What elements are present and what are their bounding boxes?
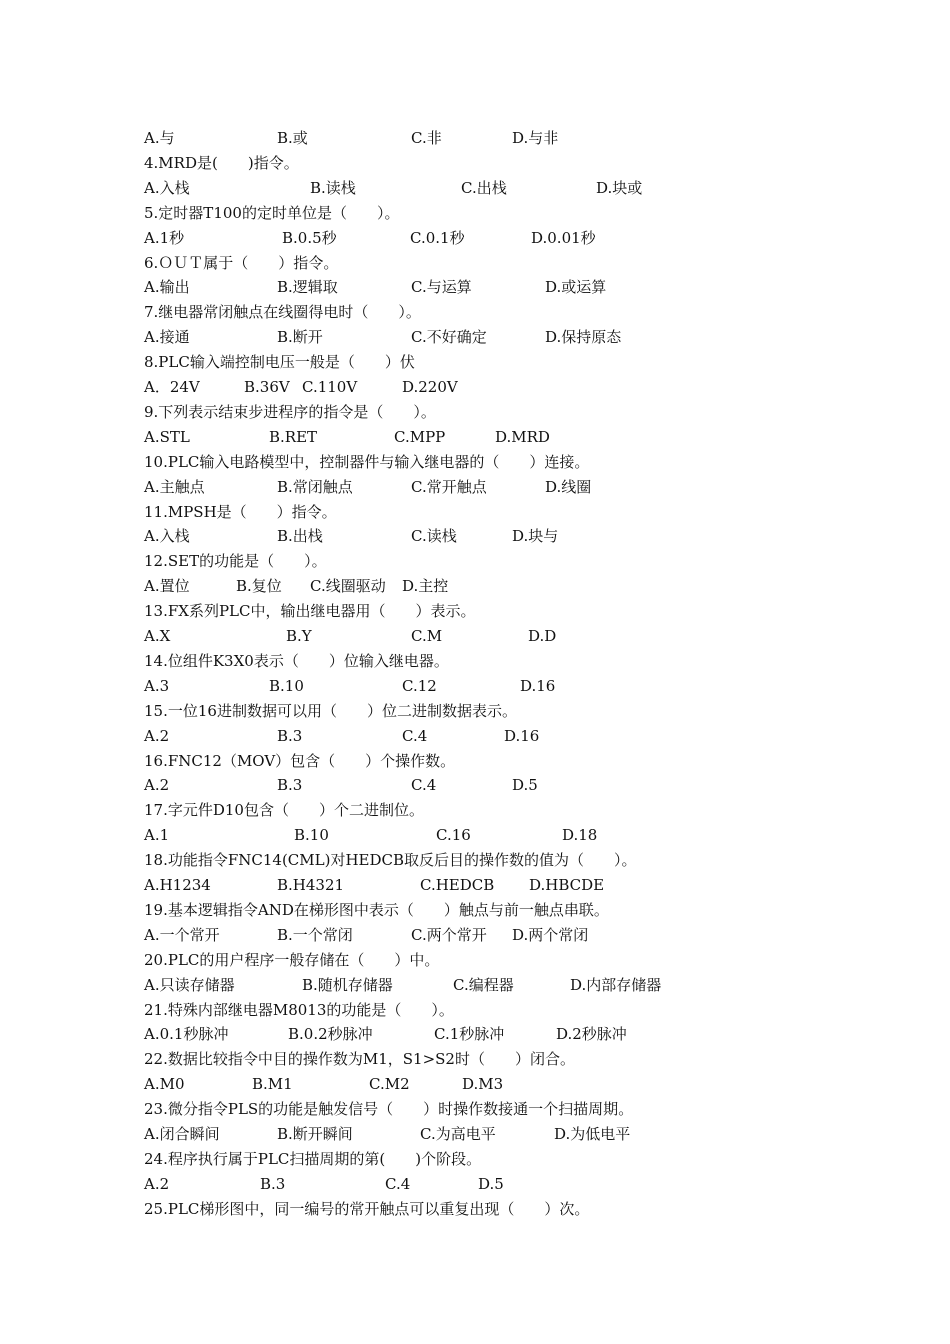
question-text: 11.MPSH是（ ）指令。 [144,502,337,521]
option-c: C.与运算 [411,278,472,297]
option-b: B.复位 [236,577,282,596]
question-text: 22.数据比较指令中目的操作数为M1，S1>S2时（ ）闭合。 [144,1050,575,1069]
option-b: B.36V [244,378,290,396]
question-text: 6.ＯＵＴ属于（ ）指令。 [144,253,339,272]
option-d: D.两个常闭 [512,925,589,944]
question-text: 7.继电器常闭触点在线圈得电时（ ）。 [144,303,421,322]
option-d: D.与非 [512,129,559,147]
option-b: B.M1 [252,1075,293,1094]
option-a: A.一个常开 [144,925,220,944]
option-b: B.读栈 [310,178,356,197]
option-a: A.置位 [144,577,190,596]
option-c: C.4 [411,776,437,795]
option-c: C.M [411,627,443,645]
question-text: 4.MRD是( )指令。 [144,153,299,172]
option-a: A.只读存储器 [144,975,235,994]
option-c: C.读栈 [411,527,457,546]
option-a: A.0.1秒脉冲 [144,1025,229,1044]
option-d: D.D [528,627,557,645]
question-text: 13.FX系列PLC中，输出继电器用（ ）表示。 [144,602,476,621]
option-d: D.块与 [512,527,559,546]
option-c: C.编程器 [453,975,514,994]
option-b: B.10 [269,676,304,695]
option-d: D.5 [512,776,538,795]
question-text: 8.PLC输入端控制电压一般是（ ）伏 [144,353,415,372]
option-a: A.M0 [144,1075,185,1094]
option-a: A.3 [144,676,170,695]
question-text: 16.FNC12（MOV）包含（ ）个操作数。 [144,751,456,770]
option-d: D.或运算 [545,278,607,297]
option-b: B.随机存储器 [302,975,393,994]
option-c: C.HEDCB [420,876,495,894]
option-d: D.块或 [596,178,643,197]
option-a: A.2 [144,726,170,745]
option-c: C.非 [411,129,442,147]
option-a: A.闭合瞬间 [144,1125,220,1143]
option-a: A.2 [144,776,170,795]
option-c: C.4 [402,726,428,745]
option-b: B.一个常闭 [277,925,353,944]
option-c: C.4 [385,1174,411,1193]
option-a: A.STL [144,427,190,446]
option-d: D.HBCDE [529,876,605,894]
option-a: A.与 [144,129,175,147]
option-a: A.2 [144,1174,170,1193]
option-d: D.内部存储器 [570,975,662,994]
option-b: B.10 [294,826,329,845]
option-d: D.16 [504,726,540,745]
option-d: D.5 [478,1174,504,1193]
option-c: C.16 [436,826,471,845]
option-c: C.12 [402,676,437,695]
question-text: 24.程序执行属于PLC扫描周期的第( )个阶段。 [144,1149,482,1168]
option-b: B.断开瞬间 [277,1125,353,1143]
option-d: D.线圈 [545,477,592,496]
option-b: B.或 [277,129,308,147]
option-c: C.110V [302,378,358,396]
option-d: D.MRD [495,427,550,446]
option-d: D.2秒脉冲 [556,1025,627,1044]
option-b: B.RET [269,427,318,446]
option-c: C.0.1秒 [410,228,465,247]
question-text: 23.微分指令PLS的功能是触发信号（ ）时操作数接通一个扫描周期。 [144,1100,634,1119]
option-a: A.主触点 [144,477,205,496]
option-b: B.H4321 [277,876,345,894]
option-b: B.0.5秒 [282,228,337,247]
option-a: A.入栈 [144,527,190,546]
option-b: B.Y [286,627,312,645]
option-c: C.MPP [394,427,446,446]
question-text: 12.SET的功能是（ ）。 [144,552,327,571]
option-d: D.为低电平 [554,1125,631,1143]
option-a: A.1 [144,826,170,845]
question-text: 9.下列表示结束步进程序的指令是（ ）。 [144,402,436,421]
option-a: A.1秒 [144,228,185,247]
option-c: C.常开触点 [411,477,487,496]
option-a: A.输出 [144,278,190,297]
option-c: C.为高电平 [420,1125,496,1143]
option-a: A.H1234 [144,876,211,894]
option-b: B.3 [260,1174,286,1193]
question-text: 21.特殊内部继电器M8013的功能是（ ）。 [144,1000,454,1019]
question-text: 19.基本逻辑指令AND在梯形图中表示（ ）触点与前一触点串联。 [144,900,609,919]
option-b: B.出栈 [277,527,323,546]
option-d: D.M3 [462,1075,504,1094]
question-text: 20.PLC的用户程序一般存储在（ ）中。 [144,950,440,969]
option-b: B.3 [277,776,303,795]
question-text: 14.位组件K3X0表示（ ）位输入继电器。 [144,651,449,670]
option-d: D.220V [402,378,458,396]
option-d: D.主控 [402,577,449,596]
option-b: B.0.2秒脉冲 [288,1025,373,1044]
question-text: 17.字元件D10包含（ ）个二进制位。 [144,801,424,820]
option-c: C.M2 [369,1075,410,1094]
option-a: A.X [144,627,171,645]
option-d: D.保持原态 [545,328,622,347]
question-text: 15.一位16进制数据可以用（ ）位二进制数据表示。 [144,701,517,720]
option-c: C.出栈 [461,178,507,197]
option-b: B.常闭触点 [277,477,353,496]
option-b: B.逻辑取 [277,278,338,297]
question-text: 5.定时器T100的定时单位是（ ）。 [144,203,400,222]
option-d: D.16 [520,676,556,695]
option-b: B.断开 [277,328,323,347]
option-a: A.接通 [144,328,190,347]
option-a: A.入栈 [144,178,190,197]
option-c: C.1秒脉冲 [434,1025,505,1044]
option-a: A．24V [144,378,200,396]
option-d: D.18 [562,826,598,845]
question-text: 25.PLC梯形图中，同一编号的常开触点可以重复出现（ ）次。 [144,1199,590,1218]
option-c: C.线圈驱动 [310,577,386,596]
question-text: 18.功能指令FNC14(CML)对HEDCB取反后目的操作数的值为（ ）。 [144,851,637,870]
option-d: D.0.01秒 [531,228,596,247]
option-b: B.3 [277,726,303,745]
question-text: 10.PLC输入电路模型中，控制器件与输入继电器的（ ）连接。 [144,452,590,471]
option-c: C.不好确定 [411,328,487,347]
option-c: C.两个常开 [411,925,487,944]
